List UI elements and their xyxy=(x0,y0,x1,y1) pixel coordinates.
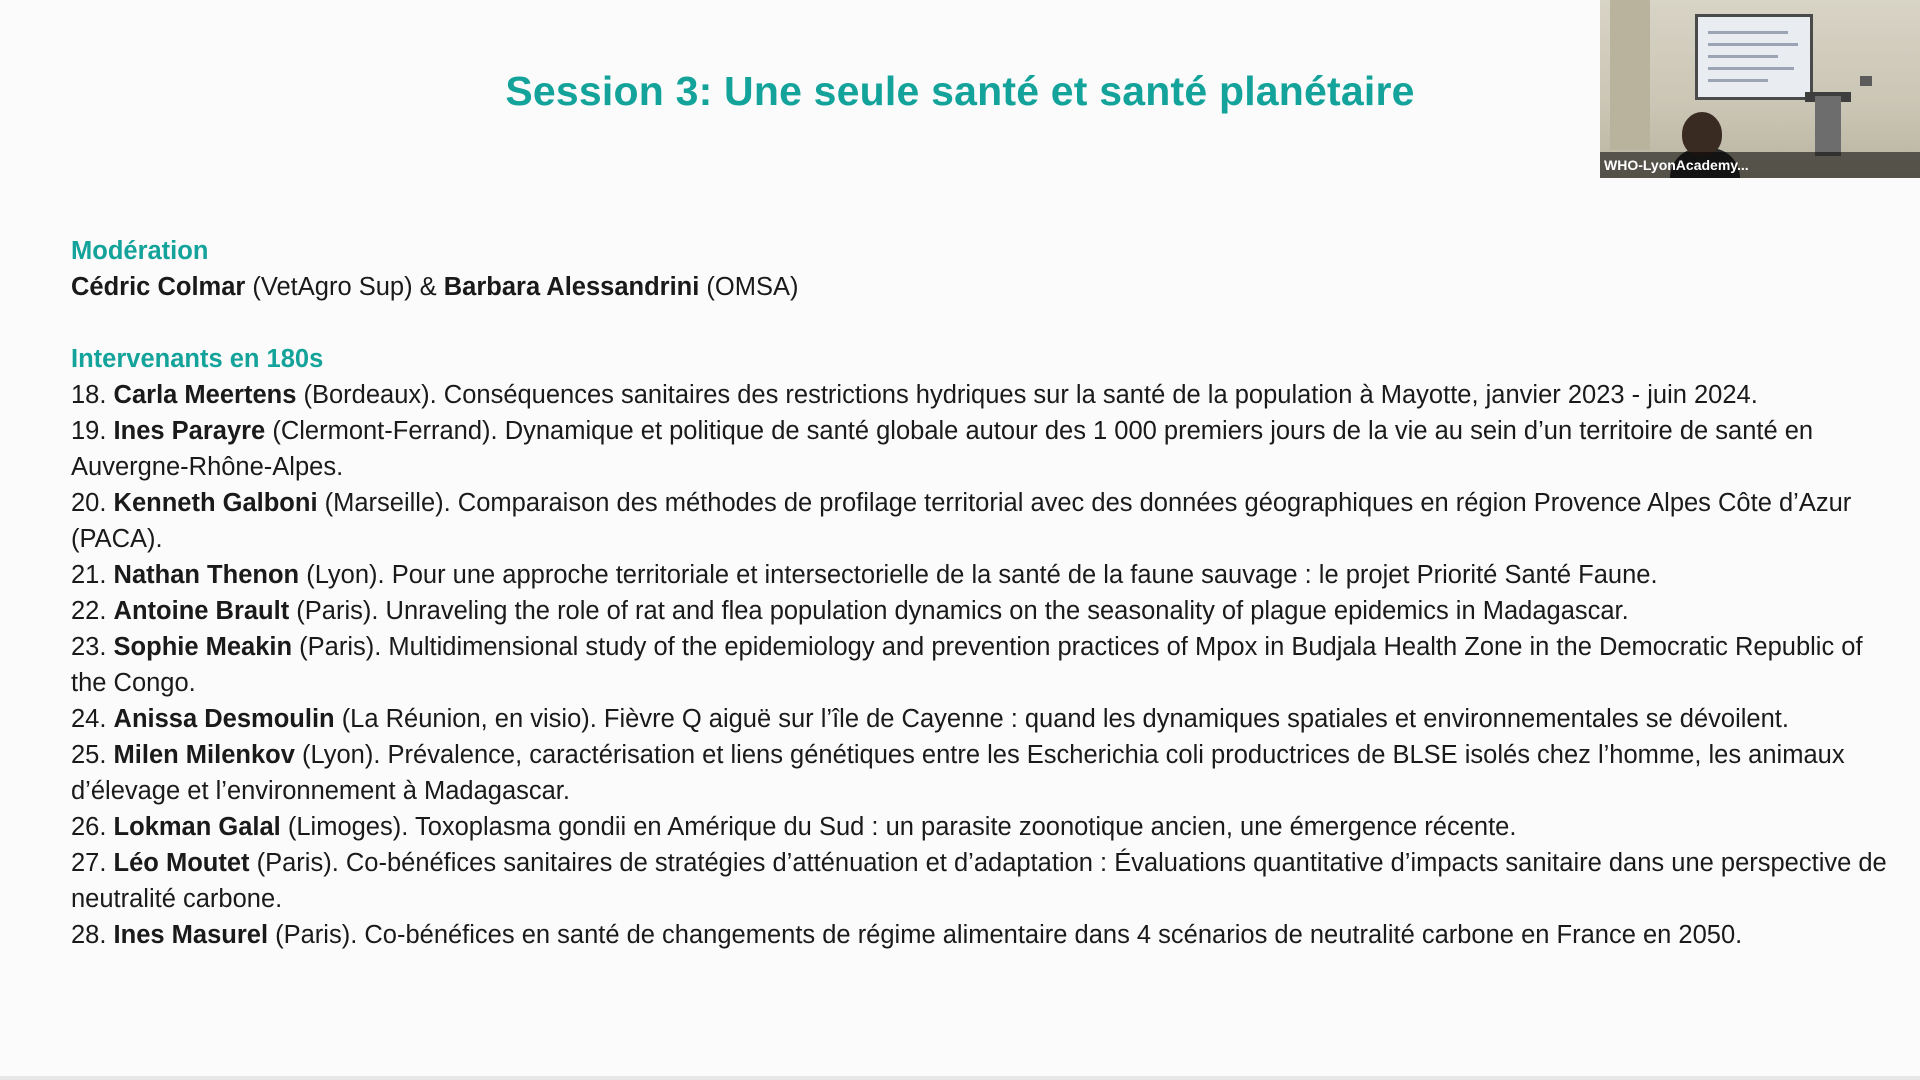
talk-item xyxy=(71,809,1891,845)
bottom-edge xyxy=(0,1076,1920,1080)
talk-item xyxy=(71,737,1891,809)
slide-title: Session 3: Une seule santé et santé planétaire xyxy=(505,68,1415,114)
talk-description: (Limoges). Toxoplasma gondii en Amérique du Sud : un parasite zoonotique ancien, une émergence récente. xyxy=(280,813,1517,841)
speaker-name: Nathan Thenon xyxy=(113,561,300,589)
video-door xyxy=(1610,0,1650,150)
talk-number: 27. xyxy=(71,849,114,877)
speaker-name: Kenneth Galboni xyxy=(113,489,318,517)
participant-video-tile[interactable] xyxy=(1600,0,1920,178)
speaker-name: Antoine Brault xyxy=(113,597,290,625)
talk-description: (Paris). Co-bénéfices en santé de changements de régime alimentaire dans 4 scénarios de neutralité carbone en France en 2050. xyxy=(268,921,1743,949)
talk-description: (Paris). Unraveling the role of rat and flea population dynamics on the seasonality of plague epidemics in Madagascar. xyxy=(289,597,1629,625)
talk-item xyxy=(71,917,1891,953)
spacer xyxy=(71,305,1891,341)
talk-number: 22. xyxy=(71,597,114,625)
talk-item xyxy=(71,593,1891,629)
talk-description: (Bordeaux). Conséquences sanitaires des restrictions hydriques sur la santé de la population à Mayotte, janvier 2023 - juin 2024. xyxy=(296,381,1758,409)
participant-name-label: WHO-LyonAcademy... xyxy=(1600,152,1920,178)
talk-description: (Lyon). Prévalence, caractérisation et liens génétiques entre les Escherichia coli productrices de BLSE isolés chez l’homme, les animaux d’élevage et l’environnement à Madagascar. xyxy=(71,741,1845,805)
moderator-affiliation: (VetAgro Sup) xyxy=(245,273,413,301)
talk-number: 23. xyxy=(71,633,114,661)
talk-item xyxy=(71,413,1891,485)
talk-description: (Clermont-Ferrand). Dynamique et politique de santé globale autour des 1 000 premiers jours de la vie au sein d’un territoire de santé en Auvergne-Rhône-Alpes. xyxy=(71,417,1814,481)
moderator-name: Barbara Alessandrini xyxy=(443,273,700,301)
talk-description: (Paris). Multidimensional study of the epidemiology and prevention practices of Mpox in Budjala Health Zone in the Democratic Republic of the Congo. xyxy=(71,633,1863,697)
talk-number: 18. xyxy=(71,381,114,409)
talk-description: (Paris). Co-bénéfices sanitaires de stratégies d’atténuation et d’adaptation : Évaluations quantitative d’impacts sanitaire dans une perspective de neutralité carbone. xyxy=(71,849,1887,913)
presenter-head xyxy=(1682,112,1722,156)
speaker-name: Ines Parayre xyxy=(113,417,266,445)
slide-content xyxy=(71,233,1891,953)
talk-number: 20. xyxy=(71,489,114,517)
projector-screen xyxy=(1695,14,1813,100)
speaker-name: Sophie Meakin xyxy=(113,633,293,661)
speaker-name: Lokman Galal xyxy=(113,813,281,841)
moderator-name: Cédric Colmar xyxy=(71,273,246,301)
talk-number: 24. xyxy=(71,705,114,733)
speakers-heading: Intervenants en 180s xyxy=(71,345,324,373)
talk-description: (Marseille). Comparaison des méthodes de profilage territorial avec des données géographiques en région Provence Alpes Côte d’Azur (PACA). xyxy=(71,489,1852,553)
wall-switch xyxy=(1860,76,1872,86)
talk-item xyxy=(71,701,1891,737)
moderator-separator: & xyxy=(412,273,444,301)
talk-description: (Lyon). Pour une approche territoriale et intersectorielle de la santé de la faune sauvage : le projet Priorité Santé Faune. xyxy=(299,561,1658,589)
talk-description: (La Réunion, en visio). Fièvre Q aiguë sur l’île de Cayenne : quand les dynamiques spatiales et environnementales se dévoilent. xyxy=(334,705,1789,733)
lectern xyxy=(1815,96,1841,156)
talk-item xyxy=(71,845,1891,917)
moderators-line xyxy=(71,269,1891,305)
talk-item xyxy=(71,557,1891,593)
moderation-heading: Modération xyxy=(71,237,209,265)
talk-number: 25. xyxy=(71,741,114,769)
speaker-name: Anissa Desmoulin xyxy=(113,705,335,733)
talk-number: 21. xyxy=(71,561,114,589)
moderator-affiliation: (OMSA) xyxy=(699,273,799,301)
speaker-name: Carla Meertens xyxy=(113,381,297,409)
talk-item xyxy=(71,485,1891,557)
talk-item xyxy=(71,629,1891,701)
talk-number: 19. xyxy=(71,417,114,445)
talk-item xyxy=(71,377,1891,413)
talk-number: 26. xyxy=(71,813,114,841)
talk-list xyxy=(71,377,1891,953)
speaker-name: Milen Milenkov xyxy=(113,741,295,769)
speaker-name: Léo Moutet xyxy=(113,849,250,877)
talk-number: 28. xyxy=(71,921,114,949)
speaker-name: Ines Masurel xyxy=(113,921,269,949)
